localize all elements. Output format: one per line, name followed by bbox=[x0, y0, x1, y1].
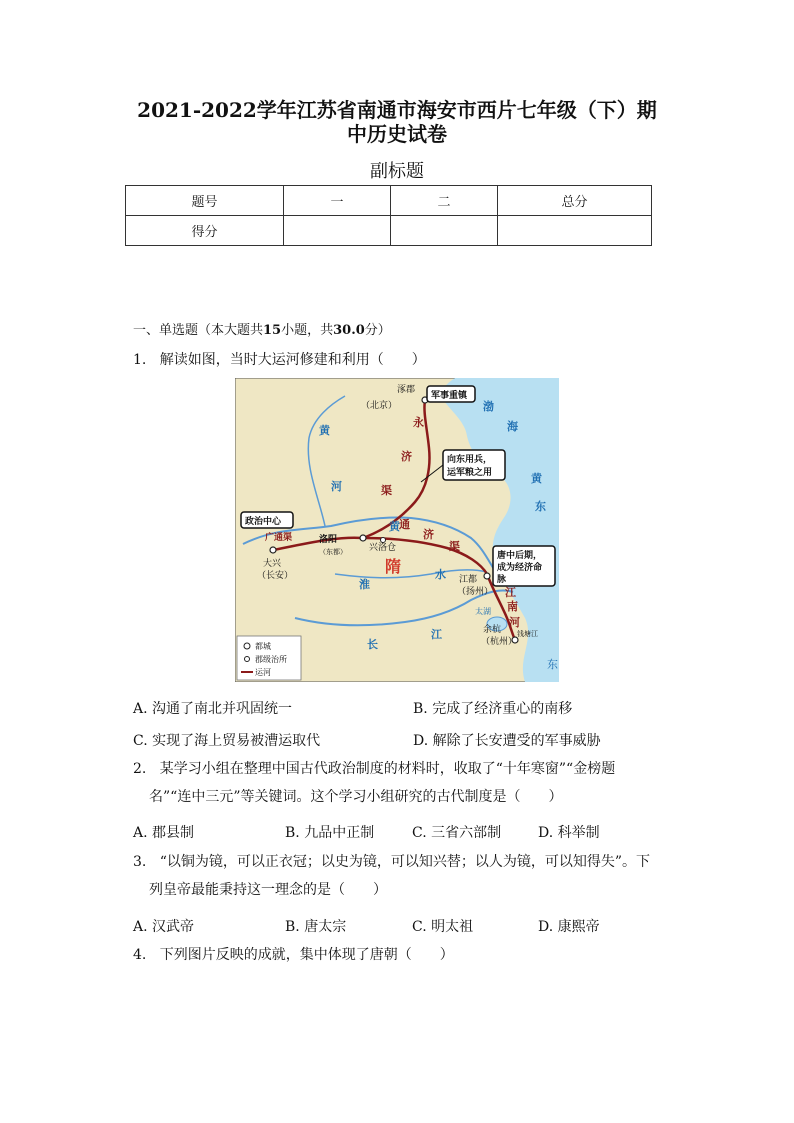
canal-jiang: 江 bbox=[505, 586, 516, 599]
legend-capital-icon bbox=[244, 643, 250, 649]
water-chang: 长 bbox=[367, 638, 378, 651]
question-1-options-row-2 bbox=[133, 730, 673, 750]
place-taihu: 太湖 bbox=[475, 607, 491, 616]
place-zhuo: 涿郡 bbox=[397, 385, 416, 395]
question-2-options bbox=[133, 822, 673, 842]
water-jiang: 江 bbox=[431, 628, 442, 641]
q2-option-c[interactable]: C. 三省六部制 bbox=[412, 825, 502, 841]
question-3 bbox=[133, 848, 673, 904]
water-dong: 东 bbox=[535, 500, 546, 513]
water-hai: 海 bbox=[507, 420, 518, 433]
place-daxing: 大兴 bbox=[263, 559, 282, 569]
question-number: 2. bbox=[133, 761, 147, 777]
water-huanghe-1: 黄 bbox=[319, 424, 330, 437]
question-4 bbox=[133, 941, 454, 969]
q2-option-d[interactable]: D. 科举制 bbox=[538, 825, 600, 841]
place-sui: 隋 bbox=[385, 557, 402, 576]
score-cell bbox=[284, 216, 391, 246]
place-xingluo: 兴洛仓 bbox=[369, 543, 397, 553]
question-number: 3. bbox=[133, 854, 147, 870]
place-dongdu: （东都） bbox=[319, 548, 347, 556]
place-beijing: （北京） bbox=[361, 401, 398, 411]
question-1-options-row-1 bbox=[133, 698, 673, 718]
callout-politics: 政治中心 bbox=[245, 517, 282, 527]
callout-tang-line-2: 成为经济命 bbox=[497, 563, 543, 573]
section-label-mid: 小题，共 bbox=[281, 323, 334, 338]
canal-qu2: 渠 bbox=[449, 540, 460, 553]
place-qiantang: 钱塘江 bbox=[517, 630, 538, 638]
jiangdu-city-marker bbox=[484, 573, 490, 579]
question-text: 下列图片反映的成就，集中体现了唐朝（ ） bbox=[159, 947, 454, 963]
question-number: 4. bbox=[133, 947, 147, 963]
score-table bbox=[125, 185, 652, 246]
water-bo: 渤 bbox=[483, 400, 494, 413]
water-huanghe-east: 黄 bbox=[389, 520, 400, 533]
score-cell bbox=[498, 216, 652, 246]
question-2-line-1 bbox=[133, 755, 673, 783]
score-cell bbox=[391, 216, 498, 246]
place-luoyang: 洛阳 bbox=[319, 535, 338, 545]
question-3-line-1 bbox=[133, 848, 673, 876]
question-1 bbox=[133, 346, 426, 374]
canal-nan: 南 bbox=[507, 600, 518, 613]
doc-title-line-2: 中历史试卷 bbox=[347, 122, 447, 146]
water-dong-2: 东 bbox=[547, 658, 558, 671]
question-3-options bbox=[133, 916, 673, 936]
water-huanghe-2: 河 bbox=[331, 480, 342, 493]
water-shui: 水 bbox=[435, 568, 446, 581]
question-text: “以铜为镜，可以正衣冠；以史为镜，可以知兴替；以人为镜，可以知得失”。下 bbox=[159, 854, 651, 870]
legend-county-icon bbox=[245, 657, 250, 662]
water-huai: 淮 bbox=[359, 578, 370, 591]
canal-ji2: 济 bbox=[423, 528, 434, 541]
score-table-score-row bbox=[126, 216, 652, 246]
place-jiangdu: 江都 bbox=[459, 575, 478, 585]
canal-yong: 永 bbox=[413, 416, 424, 429]
question-2 bbox=[133, 755, 673, 811]
q1-option-c[interactable]: C. 实现了海上贸易被漕运取代 bbox=[133, 733, 321, 749]
legend-canal: 运河 bbox=[255, 668, 271, 677]
q3-option-b[interactable]: B. 唐太宗 bbox=[285, 919, 347, 935]
canal-he: 河 bbox=[509, 616, 520, 629]
callout-military: 军事重镇 bbox=[431, 391, 468, 401]
canal-tong: 通 bbox=[399, 518, 410, 531]
xingluo-granary-marker bbox=[381, 538, 386, 543]
luoyang-city-marker bbox=[360, 535, 366, 541]
question-text: 某学习小组在整理中国古代政治制度的材料时，收取了“十年寒窗”“金榜题 bbox=[159, 761, 616, 777]
q2-option-b[interactable]: B. 九品中正制 bbox=[285, 825, 375, 841]
q3-option-a[interactable]: A. 汉武帝 bbox=[133, 919, 195, 935]
score-header-cell: 一 bbox=[284, 186, 391, 216]
canal-guangtong: 广通渠 bbox=[265, 533, 293, 543]
question-text: 解读如图，当时大运河修建和利用（ ） bbox=[159, 352, 426, 368]
q1-option-b[interactable]: B. 完成了经济重心的南移 bbox=[413, 701, 573, 717]
q2-option-a[interactable]: A. 郡县制 bbox=[133, 825, 195, 841]
legend-capital: 都城 bbox=[255, 642, 271, 651]
question-number: 1. bbox=[133, 352, 147, 368]
daxing-city-marker bbox=[270, 547, 276, 553]
place-yuhang: 余杭 bbox=[483, 625, 502, 635]
grand-canal-map bbox=[235, 378, 559, 682]
section-heading bbox=[133, 319, 391, 338]
question-2-line-2: 名”“连中三元”等关键词。这个学习小组研究的古代制度是（ ） bbox=[149, 789, 563, 805]
doc-title-line-1: 2021-2022学年江苏省南通市海安市西片七年级（下）期 bbox=[137, 98, 657, 122]
q3-option-c[interactable]: C. 明太祖 bbox=[412, 919, 474, 935]
question-3-line-2: 列皇帝最能秉持这一理念的是（ ） bbox=[149, 882, 387, 898]
water-huang: 黄 bbox=[531, 472, 542, 485]
callout-east-line-1: 向东用兵， bbox=[447, 455, 493, 465]
score-header-cell: 总分 bbox=[498, 186, 652, 216]
callout-east-line-2: 运军粮之用 bbox=[447, 468, 493, 478]
section-label-suffix: 分） bbox=[364, 323, 391, 338]
place-yangzhou: （扬州） bbox=[457, 587, 494, 597]
place-hangzhou: （杭州） bbox=[481, 637, 518, 647]
callout-tang-line-1: 唐中后期， bbox=[497, 551, 543, 561]
section-count: 15 bbox=[263, 323, 282, 338]
section-label-prefix: 一、单选题（本大题共 bbox=[133, 323, 264, 338]
legend-county: 郡级治所 bbox=[255, 655, 287, 664]
callout-tang-line-3: 脉 bbox=[497, 575, 507, 585]
canal-qu: 渠 bbox=[381, 484, 392, 497]
score-header-cell: 题号 bbox=[126, 186, 284, 216]
score-table-header-row bbox=[126, 186, 652, 216]
score-row-label: 得分 bbox=[126, 216, 284, 246]
doc-subtitle: 副标题 bbox=[370, 161, 424, 182]
q1-option-d[interactable]: D. 解除了长安遭受的军事威胁 bbox=[413, 733, 601, 749]
q1-option-a[interactable]: A. 沟通了南北并巩固统一 bbox=[133, 701, 293, 717]
section-points: 30.0 bbox=[333, 323, 365, 338]
canal-ji: 济 bbox=[401, 450, 412, 463]
q3-option-d[interactable]: D. 康熙帝 bbox=[538, 919, 600, 935]
score-header-cell: 二 bbox=[391, 186, 498, 216]
place-changan: （长安） bbox=[257, 571, 294, 581]
